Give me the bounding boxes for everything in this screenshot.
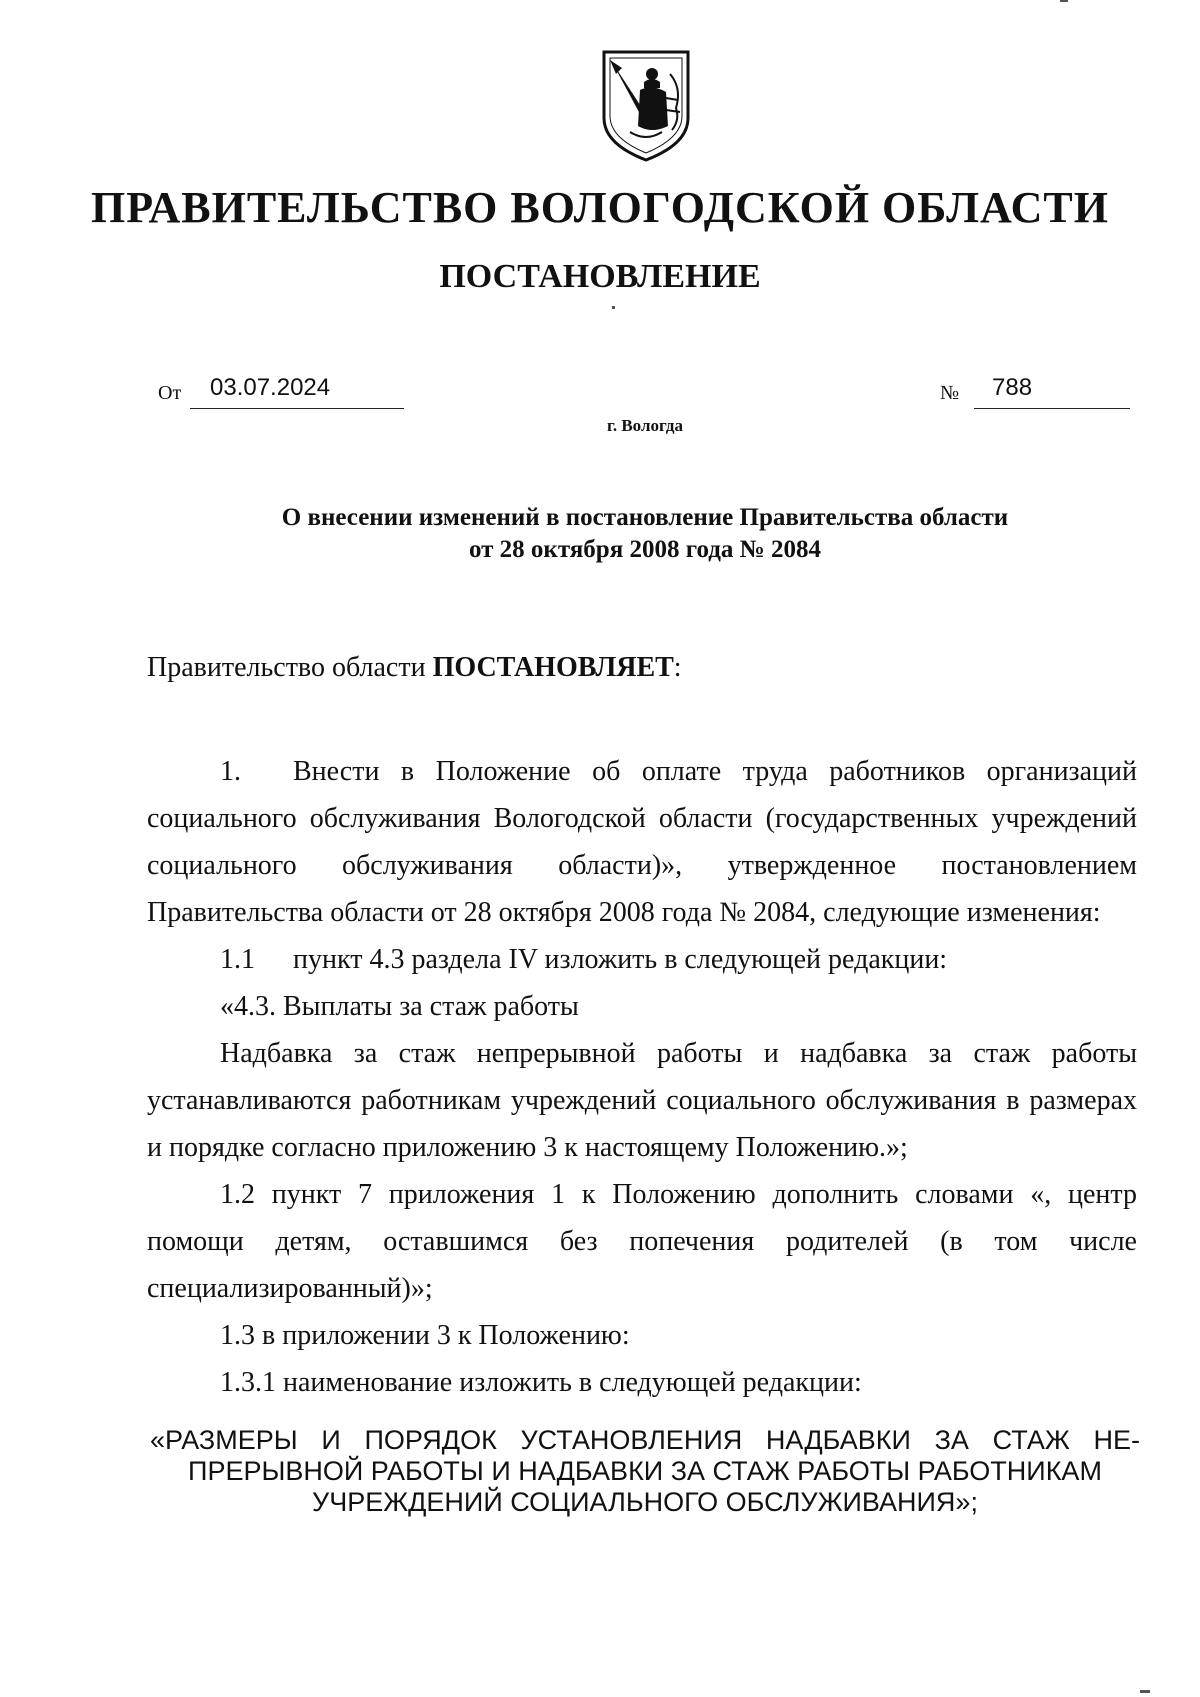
decree-lead: Правительство области bbox=[147, 652, 433, 683]
new-section-title bbox=[150, 1425, 1140, 1518]
scan-speck bbox=[612, 306, 615, 309]
item-number: 1.1 bbox=[220, 944, 255, 975]
paragraph-item-1-1 bbox=[147, 936, 1137, 983]
date-block bbox=[158, 374, 331, 405]
document-body bbox=[147, 748, 1137, 1406]
subject-line: от 28 октября 2008 года № 2084 bbox=[468, 536, 822, 563]
paragraph-item-1 bbox=[147, 748, 1137, 936]
quote-text: Надбавка за стаж непрерывной работы и надбавка за стаж работы устанавливаются работникам учреждений социального обслуживания в размерах и порядке согласно приложению 3 к настоящему Положению.»; bbox=[147, 1038, 1137, 1163]
caps-line: УЧРЕЖДЕНИЙ СОЦИАЛЬНОГО ОБСЛУЖИВАНИЯ»; bbox=[312, 1487, 978, 1517]
decree-keyword: ПОСТАНОВЛЯЕТ bbox=[432, 652, 674, 683]
organization-title: ПРАВИТЕЛЬСТВО ВОЛОГОДСКОЙ ОБЛАСТИ bbox=[91, 183, 1109, 232]
document-date: 03.07.2024 bbox=[210, 374, 331, 401]
document-subject bbox=[180, 502, 1110, 566]
document-type: ПОСТАНОВЛЕНИЕ bbox=[439, 258, 761, 295]
item-text: пункт 4.3 раздела IV изложить в следующей редакции: bbox=[293, 944, 948, 975]
paragraph-item-1-2: 1.2 пункт 7 приложения 1 к Положению дополнить словами «, центр помощи детям, оставшимся без попечения родителей (в том числе специализированный)»; bbox=[147, 1179, 1137, 1304]
scan-speck bbox=[1140, 1690, 1150, 1693]
decree-statement bbox=[147, 652, 682, 684]
item-text: Внести в Положение об оплате труда работников организаций социального обслуживания Вологодской области (государственных учреждений социального обслуживания области)», утвержденное постановлением Правительства области от 28 октября 2008 года № 2084, следующие изменения: bbox=[147, 756, 1137, 928]
subject-line: О внесении изменений в постановление Правительства области bbox=[281, 504, 1009, 531]
number-underline bbox=[974, 408, 1130, 409]
date-prefix: От bbox=[158, 382, 182, 404]
city-label: г. Вологда bbox=[607, 416, 683, 435]
caps-line: «РАЗМЕРЫ И ПОРЯДОК УСТАНОВЛЕНИЯ НАДБАВКИ ЗА СТАЖ НЕ- bbox=[150, 1425, 1140, 1455]
document-number: 788 bbox=[992, 374, 1033, 401]
date-underline bbox=[190, 408, 404, 409]
scan-speck bbox=[1060, 0, 1068, 2]
paragraph-item-1-3: 1.3 в приложении 3 к Положению: bbox=[220, 1320, 630, 1351]
paragraph-item-1-3-1: 1.3.1 наименование изложить в следующей редакции: bbox=[220, 1367, 862, 1398]
number-block bbox=[940, 374, 1033, 405]
quote-title: «4.3. Выплаты за стаж работы bbox=[220, 991, 579, 1022]
item-number: 1. bbox=[220, 756, 241, 787]
decree-colon: : bbox=[673, 652, 682, 683]
caps-line: ПРЕРЫВНОЙ РАБОТЫ И НАДБАВКИ ЗА СТАЖ РАБОТЫ РАБОТНИКАМ bbox=[188, 1456, 1102, 1486]
number-prefix: № bbox=[940, 382, 960, 404]
coat-of-arms-icon bbox=[600, 48, 692, 164]
